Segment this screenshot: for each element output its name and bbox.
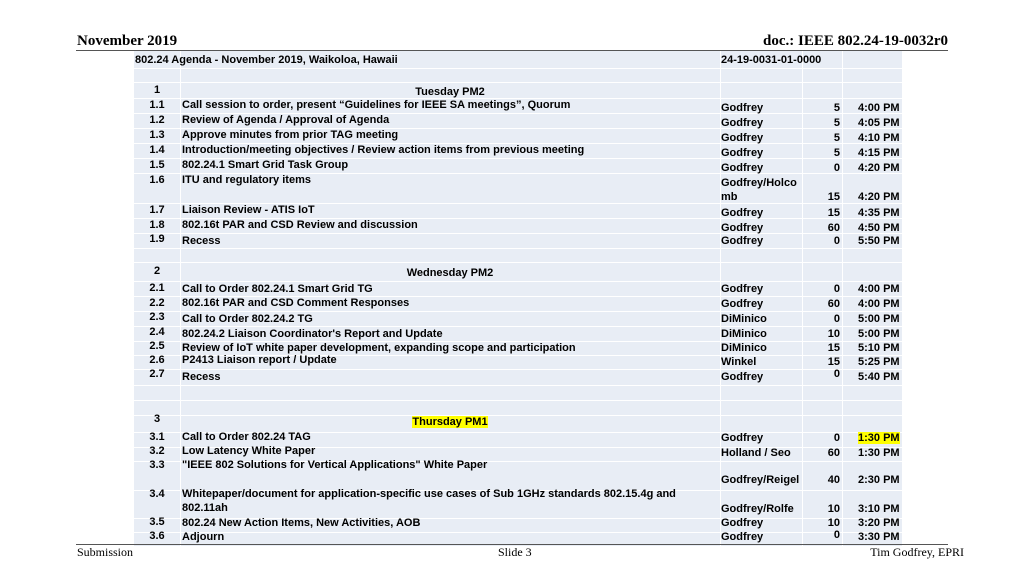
- session-number: 2: [153, 265, 161, 277]
- item-description: Liaison Review - ATIS IoT: [182, 204, 315, 216]
- item-presenter: Godfrey: [721, 162, 764, 174]
- session-header-row: [134, 83, 902, 99]
- item-number: 2.1: [149, 282, 165, 294]
- item-description: ITU and regulatory items: [182, 174, 311, 186]
- item-time: 4:00 PM: [858, 298, 900, 310]
- item-presenter: Godfrey: [721, 102, 764, 114]
- item-duration: 10: [827, 328, 840, 340]
- table-row: [134, 297, 902, 312]
- item-number: 1.3: [149, 129, 165, 141]
- item-number: 1.8: [149, 219, 165, 231]
- item-description: Recess: [182, 371, 221, 383]
- spacer-row: [134, 386, 902, 401]
- item-description: 802.16t PAR and CSD Review and discussion: [182, 219, 418, 231]
- item-description: 802.24 New Action Items, New Activities, AOB: [182, 517, 421, 529]
- item-duration: 0: [833, 235, 840, 247]
- item-description: Call to Order 802.24 TAG: [182, 431, 311, 443]
- item-description: 802.24.2 Liaison Coordinator's Report and Update: [182, 328, 443, 340]
- item-duration: 0: [833, 368, 840, 380]
- item-duration: 10: [827, 503, 840, 515]
- item-description: Adjourn: [182, 531, 225, 543]
- item-number: 1.9: [149, 233, 165, 245]
- item-time: 4:00 PM: [858, 102, 900, 114]
- item-time: 5:25 PM: [858, 356, 900, 368]
- item-presenter: Godfrey: [721, 371, 764, 383]
- spacer-row: [134, 249, 902, 263]
- item-time: [842, 432, 902, 446]
- item-duration: 5: [833, 132, 840, 144]
- table-row: [134, 129, 902, 144]
- header-doc-id: doc.: IEEE 802.24-19-0032r0: [763, 33, 948, 49]
- item-time: 4:35 PM: [858, 207, 900, 219]
- item-description: "IEEE 802 Solutions for Vertical Applications" White Paper: [182, 459, 488, 471]
- item-number: 2.3: [149, 311, 165, 323]
- item-time: 2:30 PM: [858, 474, 900, 486]
- item-time: 1:30 PM: [858, 447, 900, 459]
- item-description: 802.24.1 Smart Grid Task Group: [182, 159, 349, 171]
- item-duration: 10: [827, 517, 840, 529]
- item-number: 1.4: [149, 144, 165, 156]
- item-presenter: Godfrey: [721, 147, 764, 159]
- session-title: Tuesday PM2: [415, 86, 485, 98]
- spacer-row: [134, 401, 902, 416]
- item-number: 1.5: [149, 159, 165, 171]
- item-number: 2.5: [149, 340, 165, 352]
- agenda-table: [134, 51, 902, 546]
- item-duration: 15: [827, 191, 840, 203]
- item-presenter: Godfrey/Holco: [721, 177, 797, 189]
- item-description-line2: 802.11ah: [182, 502, 228, 514]
- table-row: [134, 144, 902, 159]
- item-presenter: Godfrey: [721, 283, 764, 295]
- table-row: [134, 204, 902, 219]
- item-duration: 0: [833, 432, 840, 444]
- item-time: 3:10 PM: [858, 503, 900, 515]
- item-description: 802.16t PAR and CSD Comment Responses: [182, 297, 410, 309]
- item-time: 5:10 PM: [858, 342, 900, 354]
- item-number: 1.2: [149, 114, 165, 126]
- item-duration: 0: [833, 283, 840, 295]
- item-duration: 5: [833, 102, 840, 114]
- agenda-doc-ref: 24-19-0031-01-0000: [721, 54, 822, 66]
- footer-slide-number: Slide 3: [498, 545, 532, 559]
- item-number: 1.7: [149, 204, 165, 216]
- item-duration: 15: [827, 342, 840, 354]
- item-description: Call session to order, present “Guidelines for IEEE SA meetings”, Quorum: [182, 99, 571, 111]
- item-duration: 0: [833, 529, 840, 541]
- item-duration: 5: [833, 117, 840, 129]
- item-presenter: Godfrey/Rolfe: [721, 503, 794, 515]
- item-duration: 15: [827, 356, 840, 368]
- table-row: [134, 370, 902, 386]
- item-duration: 0: [833, 162, 840, 174]
- item-number: 3.6: [149, 530, 165, 542]
- item-number: 1.6: [149, 174, 165, 186]
- item-description: Call to Order 802.24.2 TG: [182, 313, 313, 325]
- session-number: 1: [153, 84, 161, 96]
- item-time: 4:50 PM: [858, 222, 900, 234]
- item-presenter: Godfrey: [721, 117, 764, 129]
- item-presenter: Godfrey/Reigel: [721, 474, 800, 486]
- item-presenter: DiMinico: [721, 313, 767, 325]
- item-presenter: Godfrey: [721, 132, 764, 144]
- item-description: Review of Agenda / Approval of Agenda: [182, 114, 390, 126]
- spacer-row: [134, 69, 902, 83]
- item-duration: 40: [827, 474, 840, 486]
- item-time: 5:50 PM: [858, 235, 900, 247]
- item-time: 3:20 PM: [858, 517, 900, 529]
- item-presenter: Godfrey: [721, 517, 764, 529]
- table-row: [134, 312, 902, 327]
- item-presenter: Godfrey: [721, 531, 764, 543]
- table-row: [134, 99, 902, 114]
- table-row: [134, 459, 902, 491]
- item-description: [180, 488, 720, 515]
- item-number: 2.7: [149, 368, 165, 380]
- table-row: [134, 114, 902, 129]
- item-presenter: Holland / Seo: [721, 447, 791, 459]
- item-description: Call to Order 802.24.1 Smart Grid TG: [182, 283, 373, 295]
- item-number: 3.2: [149, 445, 165, 457]
- item-description: Introduction/meeting objectives / Review action items from previous meeting: [182, 144, 585, 156]
- item-number: 1.1: [149, 99, 165, 111]
- item-description: Approve minutes from prior TAG meeting: [182, 129, 399, 141]
- item-presenter: Godfrey: [721, 298, 764, 310]
- table-row: [134, 234, 902, 249]
- session-title: Wednesday PM2: [406, 267, 494, 279]
- agenda-title: 802.24 Agenda - November 2019, Waikoloa, Hawaii: [135, 54, 398, 66]
- table-title-row: [134, 51, 902, 69]
- item-duration: 5: [833, 147, 840, 159]
- item-duration: 60: [827, 447, 840, 459]
- item-duration: 60: [827, 298, 840, 310]
- item-time-highlight: 1:30 PM: [858, 432, 900, 444]
- item-number: 2.6: [149, 354, 165, 366]
- item-presenter: Godfrey: [721, 432, 764, 444]
- item-duration: 15: [827, 207, 840, 219]
- item-description: Low Latency White Paper: [182, 445, 316, 457]
- table-row: [134, 282, 902, 297]
- item-description: Recess: [182, 235, 221, 247]
- item-time: 3:30 PM: [858, 531, 900, 543]
- item-time: 4:15 PM: [858, 147, 900, 159]
- item-number: 3.5: [149, 516, 165, 528]
- item-number: 3.1: [149, 431, 165, 443]
- item-time: 4:20 PM: [858, 162, 900, 174]
- table-row: [134, 219, 902, 234]
- item-description: P2413 Liaison report / Update: [182, 354, 337, 366]
- item-presenter: DiMinico: [721, 328, 767, 340]
- session-header-row: [134, 263, 902, 282]
- session-title-highlight: Thursday PM1: [412, 416, 488, 428]
- session-number: 3: [153, 413, 161, 425]
- table-row: [134, 488, 902, 519]
- session-title: [180, 416, 720, 428]
- item-description: Review of IoT white paper development, expanding scope and participation: [182, 342, 576, 354]
- footer-submission: Submission: [77, 545, 134, 559]
- item-time: 5:00 PM: [858, 313, 900, 325]
- item-presenter: Godfrey: [721, 222, 764, 234]
- item-number: 2.4: [149, 326, 165, 338]
- table-row: [134, 174, 902, 204]
- item-duration: 60: [827, 222, 840, 234]
- item-number: 3.3: [149, 459, 165, 471]
- item-presenter: Godfrey: [721, 207, 764, 219]
- item-time: 5:40 PM: [858, 371, 900, 383]
- item-time: 4:00 PM: [858, 283, 900, 295]
- item-number: 3.4: [149, 488, 165, 500]
- item-presenter: Winkel: [721, 356, 757, 368]
- item-time: 4:20 PM: [858, 191, 900, 203]
- item-time: 4:05 PM: [858, 117, 900, 129]
- footer-author: Tim Godfrey, EPRI: [870, 545, 964, 559]
- item-presenter-continued: mb: [721, 191, 738, 203]
- item-time: 5:00 PM: [858, 328, 900, 340]
- header-date: November 2019: [77, 33, 178, 49]
- item-number: 2.2: [149, 297, 165, 309]
- table-row: [134, 327, 902, 342]
- table-row: [134, 159, 902, 174]
- item-presenter: Godfrey: [721, 235, 764, 247]
- item-description-line1: Whitepaper/document for application-specific use cases of Sub 1GHz standards 802.15.4g and: [182, 488, 676, 500]
- item-presenter: DiMinico: [721, 342, 767, 354]
- table-row: [134, 356, 902, 370]
- item-time: 4:10 PM: [858, 132, 900, 144]
- item-duration: 0: [833, 313, 840, 325]
